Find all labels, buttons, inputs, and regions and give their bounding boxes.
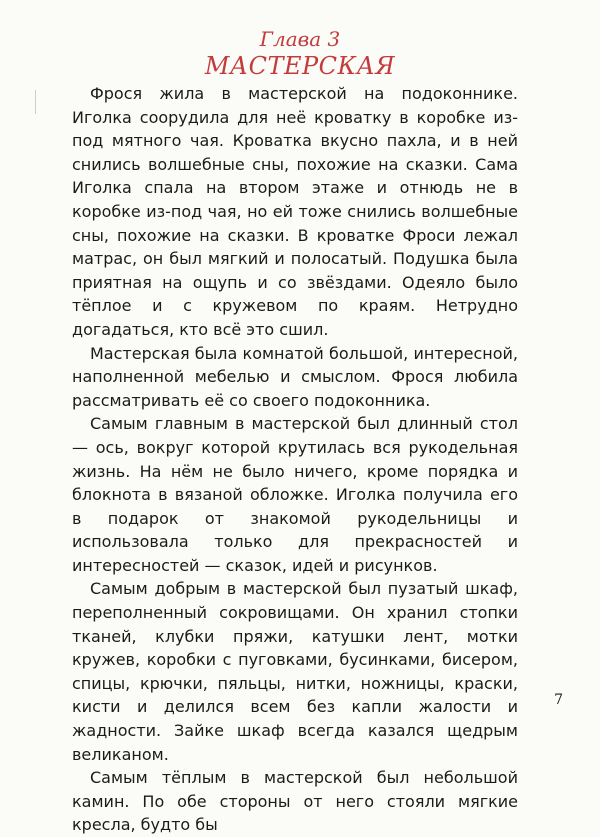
chapter-title: МАСТЕРСКАЯ — [204, 52, 396, 80]
paragraph-5: Самым тёплым в мастерской был небольшой камин. По обе стороны от него стояли мягкие кресла, будто бы — [72, 768, 518, 835]
page-mark — [35, 90, 36, 114]
paragraph-1: Фрося жила в мастерской на подоконнике. Иголка соорудила для неё кроватку в коробке из-под мятного чая. Кроватка вкусно пахла, и в ней снились волшебные сны, похожие на сказки. Сама Иголка спала на втором этаже и отнюдь не в коробке из-под чая, но ей тоже снились волшебные сны, похожие на сказки. В кроватке Фроси лежал матрас, он был мягкий и полосатый. Подушка была приятная на ощупь и со звёздами. Одеяло было тёплое и с кружевом по краям. Нетрудно догадаться, кто всё это сшил. — [72, 84, 518, 339]
page-number: 7 — [554, 692, 563, 708]
paragraph-3: Самым главным в мастерской был длинный стол — ось, вокруг которой крутилась вся рукодельная жизнь. На нём не было ничего, кроме порядка и блокнота в вязаной обложке. Иголка получила его в подарок от знакомой рукодельницы и использовала только для прекрасностей и интересностей — сказок, идей и рисунков. — [72, 414, 518, 575]
chapter-number: Глава 3 — [259, 27, 341, 51]
paragraph-4: Самым добрым в мастерской был пузатый шкаф, переполненный сокровищами. Он хранил стопки тканей, клубки пряжи, катушки лент, мотки кружев, коробки с пуговками, бусинками, бисером, спицы, крючки, пяльцы, нитки, ножницы, краски, кисти и делился всем без капли жалости и жадности. Зайке шкаф всегда казался щедрым великаном. — [72, 579, 518, 764]
paragraph-2: Мастерская была комнатой большой, интересной, наполненной мебелью и смыслом. Фрося любила рассматривать её со своего подоконника. — [72, 343, 518, 410]
chapter-body — [72, 82, 518, 837]
chapter-header — [0, 28, 600, 81]
